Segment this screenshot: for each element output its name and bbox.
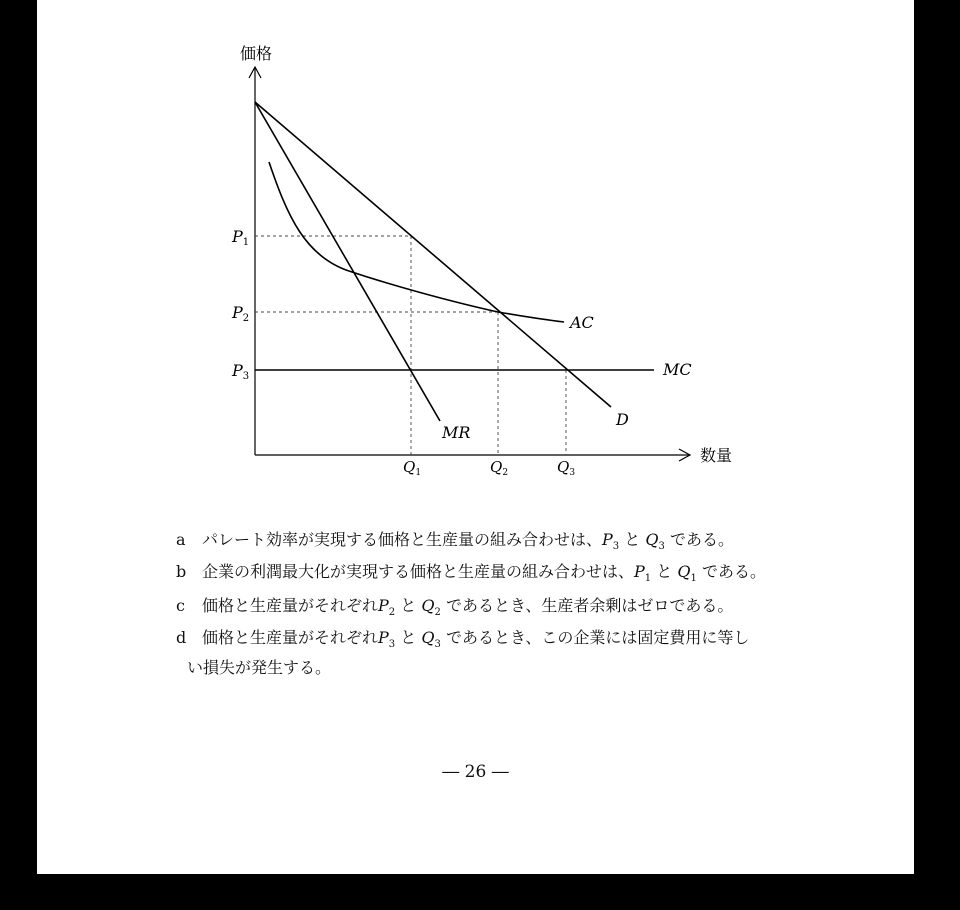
option-b bbox=[176, 559, 766, 584]
mr-label: MR bbox=[442, 423, 471, 442]
option-letter: d bbox=[176, 628, 187, 647]
option-letter: b bbox=[176, 562, 187, 581]
option-letter: a bbox=[176, 530, 186, 549]
y-axis-label: 価格 bbox=[240, 44, 273, 63]
tick-q1: $Q_1$ bbox=[403, 458, 422, 478]
tick-q3: $Q_3$ bbox=[557, 458, 576, 478]
mr-curve bbox=[255, 102, 440, 421]
tick-p3: P3 bbox=[232, 361, 250, 382]
ac-curve bbox=[269, 162, 564, 322]
option-text: パレート効率が実現する価格と生産量の組み合わせは、$P_3$ と $Q_3$ である。 bbox=[202, 530, 734, 553]
demand-curve bbox=[255, 102, 611, 407]
option-text: 価格と生産量がそれぞれ$P_2$ と $Q_2$ であるとき、生産者余剰はゼロである。 bbox=[202, 596, 734, 619]
page-number: ― 26 ― bbox=[442, 762, 509, 782]
ac-label: AC bbox=[570, 313, 594, 332]
tick-p1: P1 bbox=[232, 227, 250, 248]
option-letter: c bbox=[176, 596, 185, 615]
page bbox=[37, 0, 914, 874]
cost-curve-figure bbox=[37, 0, 914, 490]
option-d-continuation: い損失が発生する。 bbox=[187, 658, 332, 677]
mc-label: MC bbox=[663, 360, 692, 379]
tick-p2: P2 bbox=[232, 303, 250, 324]
option-c bbox=[176, 593, 733, 618]
option-d bbox=[176, 625, 750, 677]
option-text: 企業の利潤最大化が実現する価格と生産量の組み合わせは、$P_1$ と $Q_1$ である。 bbox=[202, 562, 766, 585]
option-text: 価格と生産量がそれぞれ$P_3$ と $Q_3$ であるとき、この企業には固定費用に等し bbox=[202, 628, 750, 651]
tick-q2: $Q_2$ bbox=[490, 458, 509, 478]
option-a bbox=[176, 527, 734, 552]
d-label: D bbox=[616, 410, 629, 429]
x-axis-label: 数量 bbox=[700, 446, 733, 465]
